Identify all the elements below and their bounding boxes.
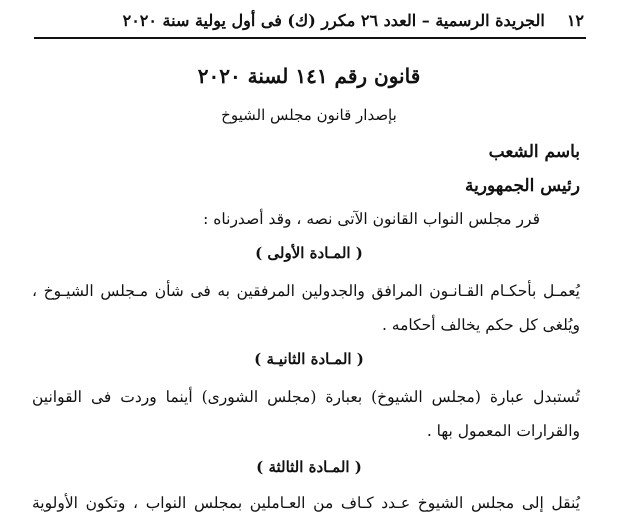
law-title: قانون رقم ١٤١ لسنة ٢٠٢٠ [197, 64, 421, 88]
article-1-line-2: ويُلغى كل حكم يخالف أحكامه . [381, 316, 580, 334]
in-the-name-of-the-people: باسم الشعب [488, 142, 580, 162]
article-1-heading: ( المـادة الأولى ) [255, 244, 363, 262]
article-2-line-2: والقرارات المعمول بها . [426, 422, 580, 440]
article-3-heading: ( المـادة الثالثة ) [256, 458, 362, 476]
enactment-clause: قرر مجلس النواب القانون الآتى نصه ، وقد أصدرناه : [203, 210, 540, 228]
article-2-line-1: تُستبدل عبارة (مجلس الشيوخ) بعبارة (مجلس الشورى) أينما وردت فى القوانين [32, 388, 580, 406]
running-header [36, 6, 584, 34]
page-number: ١٢ [566, 10, 584, 30]
article-3-line-1: يُنقل إلى مجلس الشيوخ عـدد كـاف من العـاملين بمجلس النواب ، وتكون الأولوية [32, 494, 580, 512]
article-2-heading: ( المـادة الثانيـة ) [254, 350, 364, 368]
header-rule [34, 37, 586, 39]
running-title: الجريدة الرسمية – العدد ٢٦ مكرر (ك) فى أول يولية سنة ٢٠٢٠ [122, 10, 545, 30]
president-heading: رئيس الجمهورية [464, 176, 580, 196]
article-1-line-1: يُعمـل بأحكـام القـانـون المرافق والجدولين المرفقين به فى شأن مـجلس الشيـوخ ، [32, 282, 580, 300]
law-subtitle: بإصدار قانون مجلس الشيوخ [221, 106, 397, 124]
